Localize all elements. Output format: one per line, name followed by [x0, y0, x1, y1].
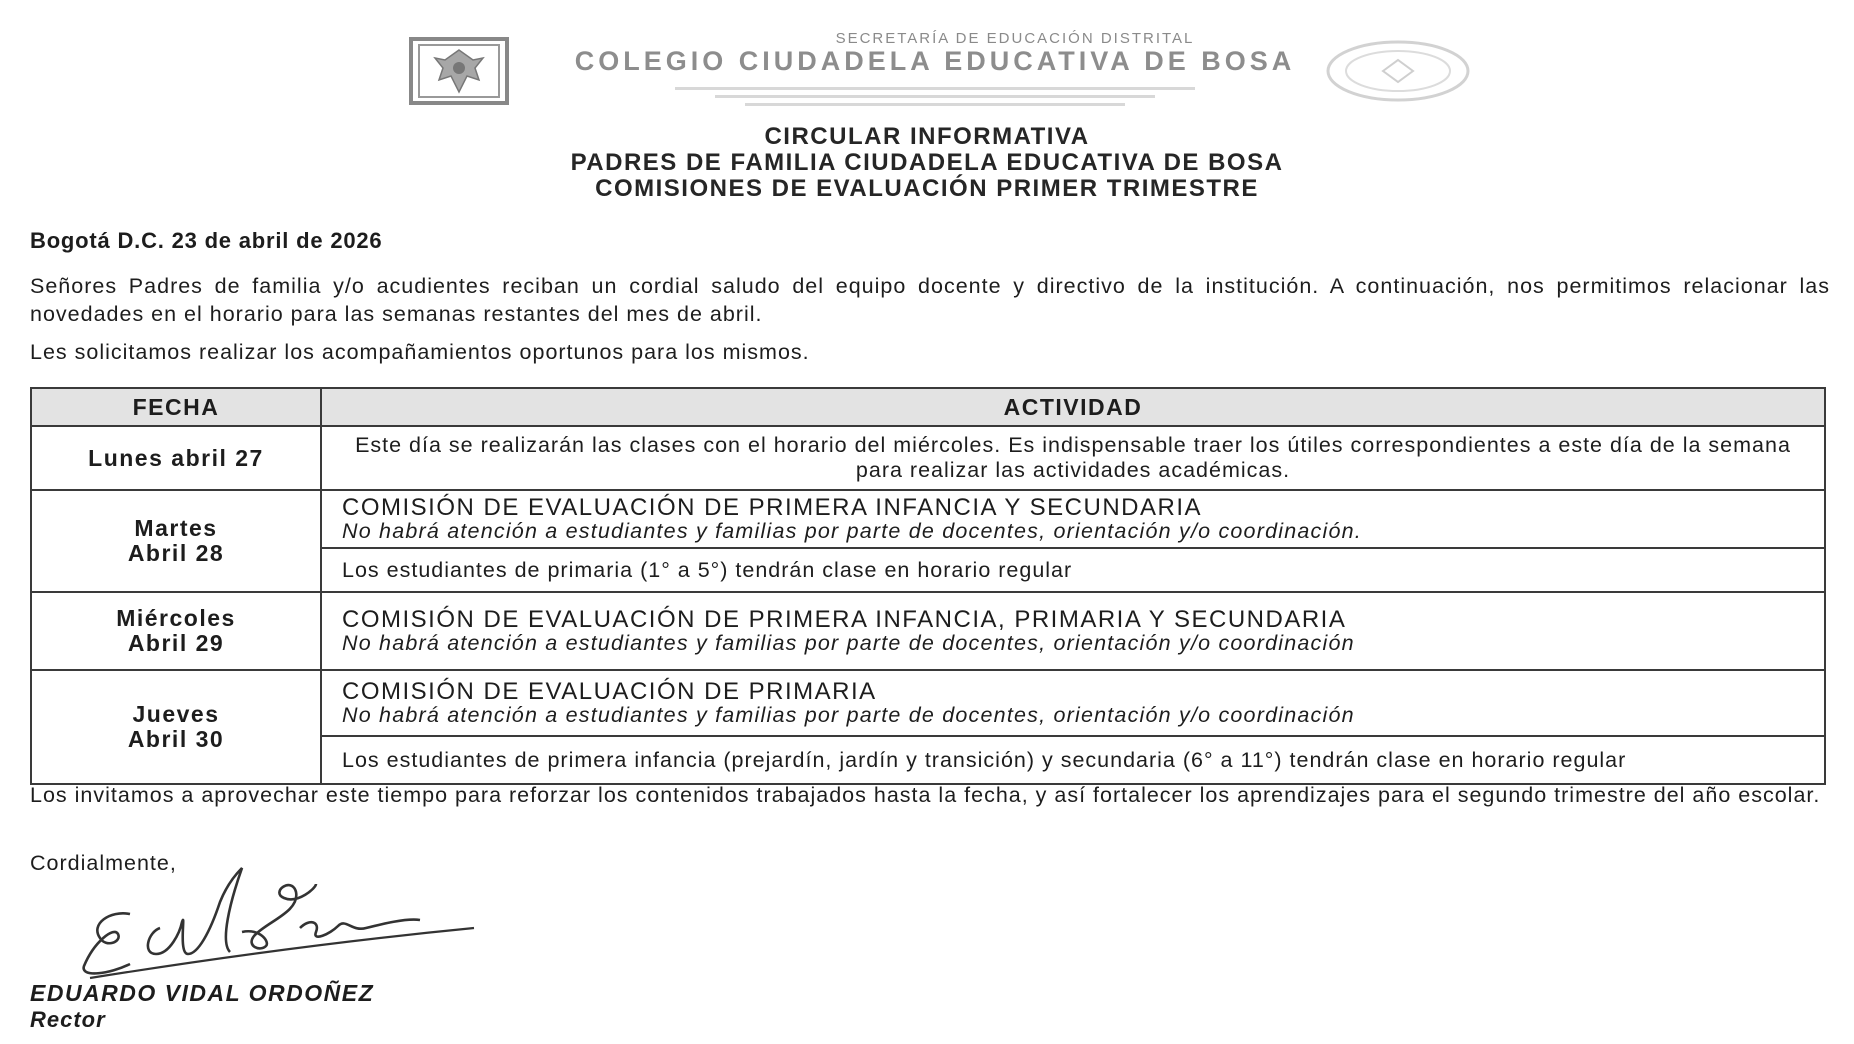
- activity-title: COMISIÓN DE EVALUACIÓN DE PRIMERA INFANCIA, PRIMARIA Y SECUNDARIA: [342, 606, 1347, 633]
- table-row: [31, 490, 1825, 548]
- letterhead-subtitle: SECRETARÍA DE EDUCACIÓN DISTRITAL: [835, 30, 1195, 47]
- date-cell: [31, 592, 321, 670]
- activity-title: COMISIÓN DE EVALUACIÓN DE PRIMARIA: [342, 678, 877, 705]
- signature-icon: [70, 862, 490, 982]
- activity-extra: Los estudiantes de primaria (1° a 5°) tendrán clase en horario regular: [342, 557, 1073, 582]
- heading-line-2: PADRES DE FAMILIA CIUDADELA EDUCATIVA DE BOSA: [570, 149, 1284, 176]
- table-row: [31, 426, 1825, 490]
- activity-note: No habrá atención a estudiantes y familias por parte de docentes, orientación y/o coordinación: [342, 703, 1355, 727]
- signer-name: EDUARDO VIDAL ORDOÑEZ: [30, 980, 375, 1006]
- date-day: Abril 30: [127, 726, 225, 752]
- valediction: Cordialmente,: [30, 851, 177, 875]
- activity-cell: [321, 426, 1825, 490]
- date-weekday: Martes: [134, 515, 218, 541]
- coat-of-arms-icon: [405, 36, 513, 106]
- letterhead: [405, 30, 1485, 110]
- activity-note: No habrá atención a estudiantes y familias por parte de docentes, orientación y/o coordinación.: [342, 519, 1362, 543]
- activity-cell: [321, 548, 1825, 592]
- heading-line-3: COMISIONES DE EVALUACIÓN PRIMER TRIMESTRE: [595, 175, 1259, 202]
- letterhead-contact-lines: [675, 82, 1195, 111]
- activity-note: No habrá atención a estudiantes y familias por parte de docentes, orientación y/o coordinación: [342, 631, 1355, 655]
- request-paragraph: Les solicitamos realizar los acompañamientos oportunos para los mismos.: [30, 340, 810, 364]
- schedule-table: [30, 387, 1826, 785]
- activity-text: Este día se realizarán las clases con el horario del miércoles. Es indispensable traer los útiles correspondientes a este día de la semana para realizar las actividades académicas.: [355, 433, 1791, 482]
- date-day: Abril 29: [127, 630, 225, 656]
- table-row: [31, 592, 1825, 670]
- document-date: Bogotá D.C. 23 de abril de 2026: [30, 228, 383, 253]
- activity-cell: [321, 736, 1825, 784]
- school-name: COLEGIO CIUDADELA EDUCATIVA DE BOSA: [574, 46, 1296, 76]
- closing-paragraph: Los invitamos a aprovechar este tiempo para reforzar los contenidos trabajados hasta la fecha, y así fortalecer los aprendizajes para el segundo trimestre del año escolar.: [30, 783, 1821, 807]
- signer-role: Rector: [30, 1007, 106, 1032]
- activity-cell: [321, 490, 1825, 548]
- date-weekday: Jueves: [132, 701, 220, 727]
- date-weekday: Miércoles: [116, 605, 236, 631]
- date-text: Lunes abril 27: [88, 444, 264, 471]
- table-row: [31, 670, 1825, 736]
- date-cell: [31, 490, 321, 592]
- school-seal-icon: [1323, 38, 1473, 104]
- intro-paragraph: Señores Padres de familia y/o acudientes reciban un cordial saludo del equipo docente y directivo de la institución. A continuación, nos permitimos relacionar las novedades en el horario para las semanas restantes del mes de abril.: [30, 274, 1830, 326]
- activity-extra: Los estudiantes de primera infancia (prejardín, jardín y transición) y secundaria (6° a 11°) tendrán clase en horario regular: [342, 747, 1627, 772]
- activity-title: COMISIÓN DE EVALUACIÓN DE PRIMERA INFANCIA Y SECUNDARIA: [342, 494, 1203, 521]
- activity-cell: [321, 592, 1825, 670]
- date-cell: [31, 426, 321, 490]
- column-header-fecha: FECHA: [31, 388, 321, 426]
- table-header-row: [31, 388, 1825, 426]
- heading-line-1: CIRCULAR INFORMATIVA: [764, 123, 1090, 150]
- circular-heading: [0, 124, 1854, 202]
- column-header-actividad: ACTIVIDAD: [321, 388, 1825, 426]
- date-cell: [31, 670, 321, 784]
- date-day: Abril 28: [127, 540, 225, 566]
- activity-cell: [321, 670, 1825, 736]
